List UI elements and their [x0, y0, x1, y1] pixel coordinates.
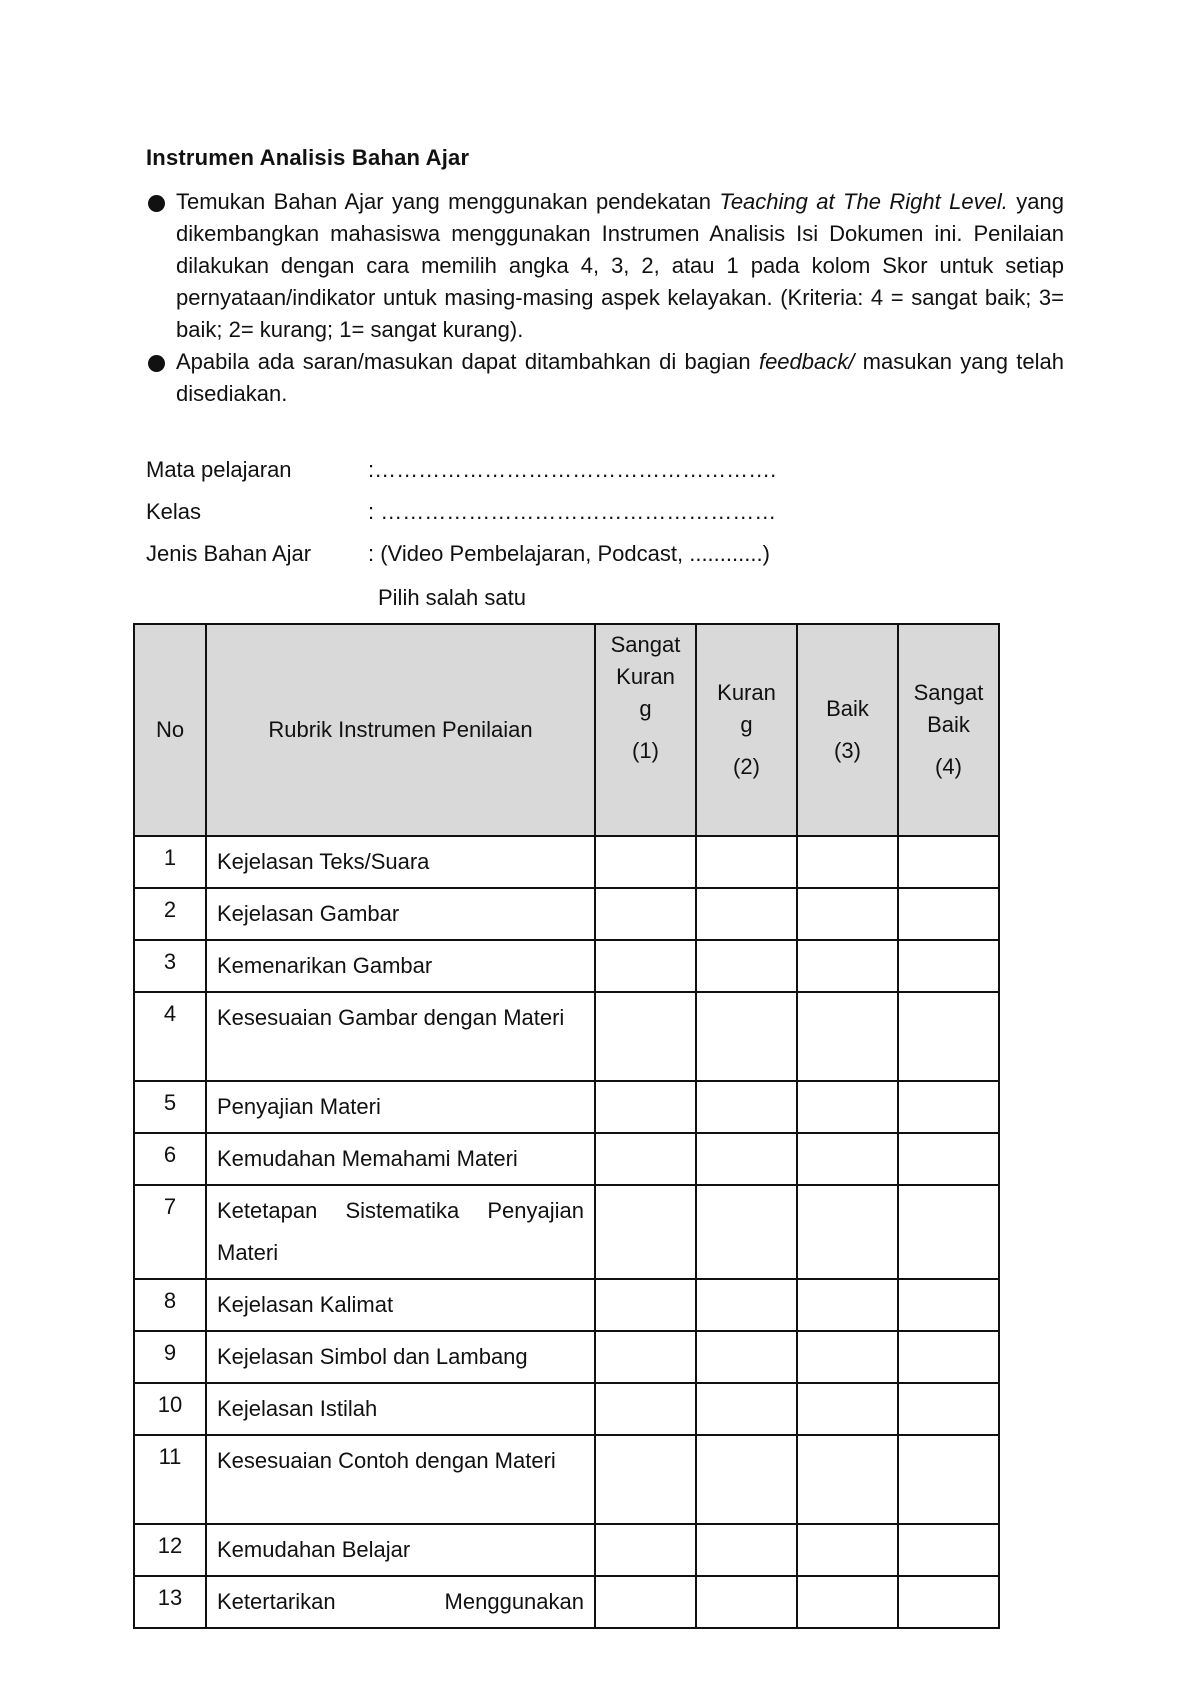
score-cell-1[interactable] — [595, 1081, 696, 1133]
table-row — [134, 836, 999, 888]
instruction-item — [146, 186, 1064, 346]
score-cell-3[interactable] — [797, 992, 898, 1081]
row-number: 7 — [134, 1185, 206, 1279]
score-cell-2[interactable] — [696, 888, 797, 940]
score-cell-4[interactable] — [898, 1383, 999, 1435]
score-cell-4[interactable] — [898, 1185, 999, 1279]
field-label: Kelas — [146, 499, 202, 524]
score-cell-1[interactable] — [595, 992, 696, 1081]
score-cell-2[interactable] — [696, 1383, 797, 1435]
score-cell-1[interactable] — [595, 1279, 696, 1331]
score-cell-3[interactable] — [797, 1279, 898, 1331]
instruction-text: Temukan Bahan Ajar yang menggunakan pendekatan Teaching at The Right Level. yang dikembangkan mahasiswa menggunakan Instrumen Analisis Isi Dokumen ini. Penilaian dilakukan dengan cara memilih angka 4, 3, 2, atau 1 pada kolom Skor untuk setiap pernyataan/indikator untuk masing-masing aspek kelayakan. (Kriteria: 4 = sangat baik; 3= baik; 2= kurang; 1= sangat kurang). — [176, 189, 1064, 342]
score-cell-4[interactable] — [898, 836, 999, 888]
row-number: 3 — [134, 940, 206, 992]
score-cell-3[interactable] — [797, 1435, 898, 1524]
row-number: 11 — [134, 1435, 206, 1524]
row-number: 4 — [134, 992, 206, 1081]
score-cell-1[interactable] — [595, 1133, 696, 1185]
row-number: 10 — [134, 1383, 206, 1435]
score-cell-2[interactable] — [696, 992, 797, 1081]
score-cell-4[interactable] — [898, 1331, 999, 1383]
choose-one-hint: Pilih salah satu — [378, 585, 526, 610]
instructions — [146, 186, 1064, 410]
table-row — [134, 1133, 999, 1185]
table-header-row — [134, 624, 999, 836]
table-row — [134, 1331, 999, 1383]
score-cell-2[interactable] — [696, 1185, 797, 1279]
row-number: 5 — [134, 1081, 206, 1133]
score-cell-4[interactable] — [898, 1081, 999, 1133]
row-number: 1 — [134, 836, 206, 888]
score-cell-2[interactable] — [696, 1331, 797, 1383]
row-number: 8 — [134, 1279, 206, 1331]
row-number: 13 — [134, 1576, 206, 1628]
table-row — [134, 1383, 999, 1435]
score-cell-4[interactable] — [898, 1279, 999, 1331]
table-row — [134, 1185, 999, 1279]
score-cell-1[interactable] — [595, 1331, 696, 1383]
row-criteria: Kejelasan Gambar — [206, 888, 595, 940]
score-cell-4[interactable] — [898, 940, 999, 992]
table-row — [134, 1081, 999, 1133]
bullet-icon — [148, 355, 165, 372]
table-row — [134, 1279, 999, 1331]
row-criteria: Kemenarikan Gambar — [206, 940, 595, 992]
score-cell-2[interactable] — [696, 1435, 797, 1524]
row-criteria: Kemudahan Memahami Materi — [206, 1133, 595, 1185]
row-criteria: Kesesuaian Gambar dengan Materi — [206, 992, 595, 1081]
score-cell-3[interactable] — [797, 1576, 898, 1628]
score-cell-3[interactable] — [797, 1185, 898, 1279]
score-cell-1[interactable] — [595, 836, 696, 888]
score-cell-1[interactable] — [595, 1524, 696, 1576]
score-cell-1[interactable] — [595, 1185, 696, 1279]
score-cell-2[interactable] — [696, 836, 797, 888]
row-number: 9 — [134, 1331, 206, 1383]
score-cell-4[interactable] — [898, 992, 999, 1081]
header-score-2: Kuran g (2) — [696, 624, 797, 836]
header-no: No — [134, 624, 206, 836]
field-label: Jenis Bahan Ajar — [146, 541, 312, 566]
document-title: Instrumen Analisis Bahan Ajar — [146, 145, 470, 170]
score-cell-2[interactable] — [696, 1133, 797, 1185]
table-row — [134, 1435, 999, 1524]
field-label: Mata pelajaran — [146, 457, 292, 482]
row-number: 2 — [134, 888, 206, 940]
score-cell-4[interactable] — [898, 1133, 999, 1185]
score-cell-2[interactable] — [696, 1524, 797, 1576]
table-row — [134, 888, 999, 940]
score-cell-1[interactable] — [595, 888, 696, 940]
bullet-icon — [148, 195, 165, 212]
table-row — [134, 1524, 999, 1576]
row-criteria: Kemudahan Belajar — [206, 1524, 595, 1576]
instruction-text: Apabila ada saran/masukan dapat ditambahkan di bagian feedback/ masukan yang telah disediakan. — [176, 349, 1064, 406]
score-cell-3[interactable] — [797, 1524, 898, 1576]
field-value[interactable]: : ……………………………………………… — [368, 499, 777, 524]
score-cell-2[interactable] — [696, 1279, 797, 1331]
score-cell-1[interactable] — [595, 1576, 696, 1628]
field-value[interactable]: :………………………………………………. — [368, 457, 777, 482]
row-criteria: Kejelasan Istilah — [206, 1383, 595, 1435]
table-row — [134, 1576, 999, 1628]
row-criteria: Penyajian Materi — [206, 1081, 595, 1133]
score-cell-1[interactable] — [595, 940, 696, 992]
header-score-4: Sangat Baik (4) — [898, 624, 999, 836]
score-cell-2[interactable] — [696, 1576, 797, 1628]
score-cell-3[interactable] — [797, 1331, 898, 1383]
score-cell-3[interactable] — [797, 888, 898, 940]
header-score-3: Baik (3) — [797, 624, 898, 836]
header-score-1: Sangat Kuran g (1) — [595, 624, 696, 836]
table-row — [134, 940, 999, 992]
row-criteria: Kejelasan Simbol dan Lambang — [206, 1331, 595, 1383]
row-number: 12 — [134, 1524, 206, 1576]
score-cell-3[interactable] — [797, 1133, 898, 1185]
score-cell-4[interactable] — [898, 1524, 999, 1576]
score-cell-1[interactable] — [595, 1383, 696, 1435]
row-criteria: Kejelasan Kalimat — [206, 1279, 595, 1331]
table-row — [134, 992, 999, 1081]
score-cell-3[interactable] — [797, 836, 898, 888]
row-criteria: Kejelasan Teks/Suara — [206, 836, 595, 888]
score-cell-3[interactable] — [797, 940, 898, 992]
score-cell-4[interactable] — [898, 888, 999, 940]
row-number: 6 — [134, 1133, 206, 1185]
header-criteria: Rubrik Instrumen Penilaian — [206, 624, 595, 836]
instruction-item — [146, 346, 1064, 410]
field-value[interactable]: : (Video Pembelajaran, Podcast, ............) — [368, 541, 770, 566]
score-cell-3[interactable] — [797, 1081, 898, 1133]
score-cell-1[interactable] — [595, 1435, 696, 1524]
row-criteria: Kesesuaian Contoh dengan Materi — [206, 1435, 595, 1524]
score-cell-2[interactable] — [696, 1081, 797, 1133]
score-cell-4[interactable] — [898, 1435, 999, 1524]
row-criteria: Ketertarikan Menggunakan — [206, 1576, 595, 1628]
score-cell-2[interactable] — [696, 940, 797, 992]
score-cell-4[interactable] — [898, 1576, 999, 1628]
rubric-table — [133, 623, 1000, 1629]
row-criteria: Ketetapan Sistematika Penyajian Materi — [206, 1185, 595, 1279]
score-cell-3[interactable] — [797, 1383, 898, 1435]
